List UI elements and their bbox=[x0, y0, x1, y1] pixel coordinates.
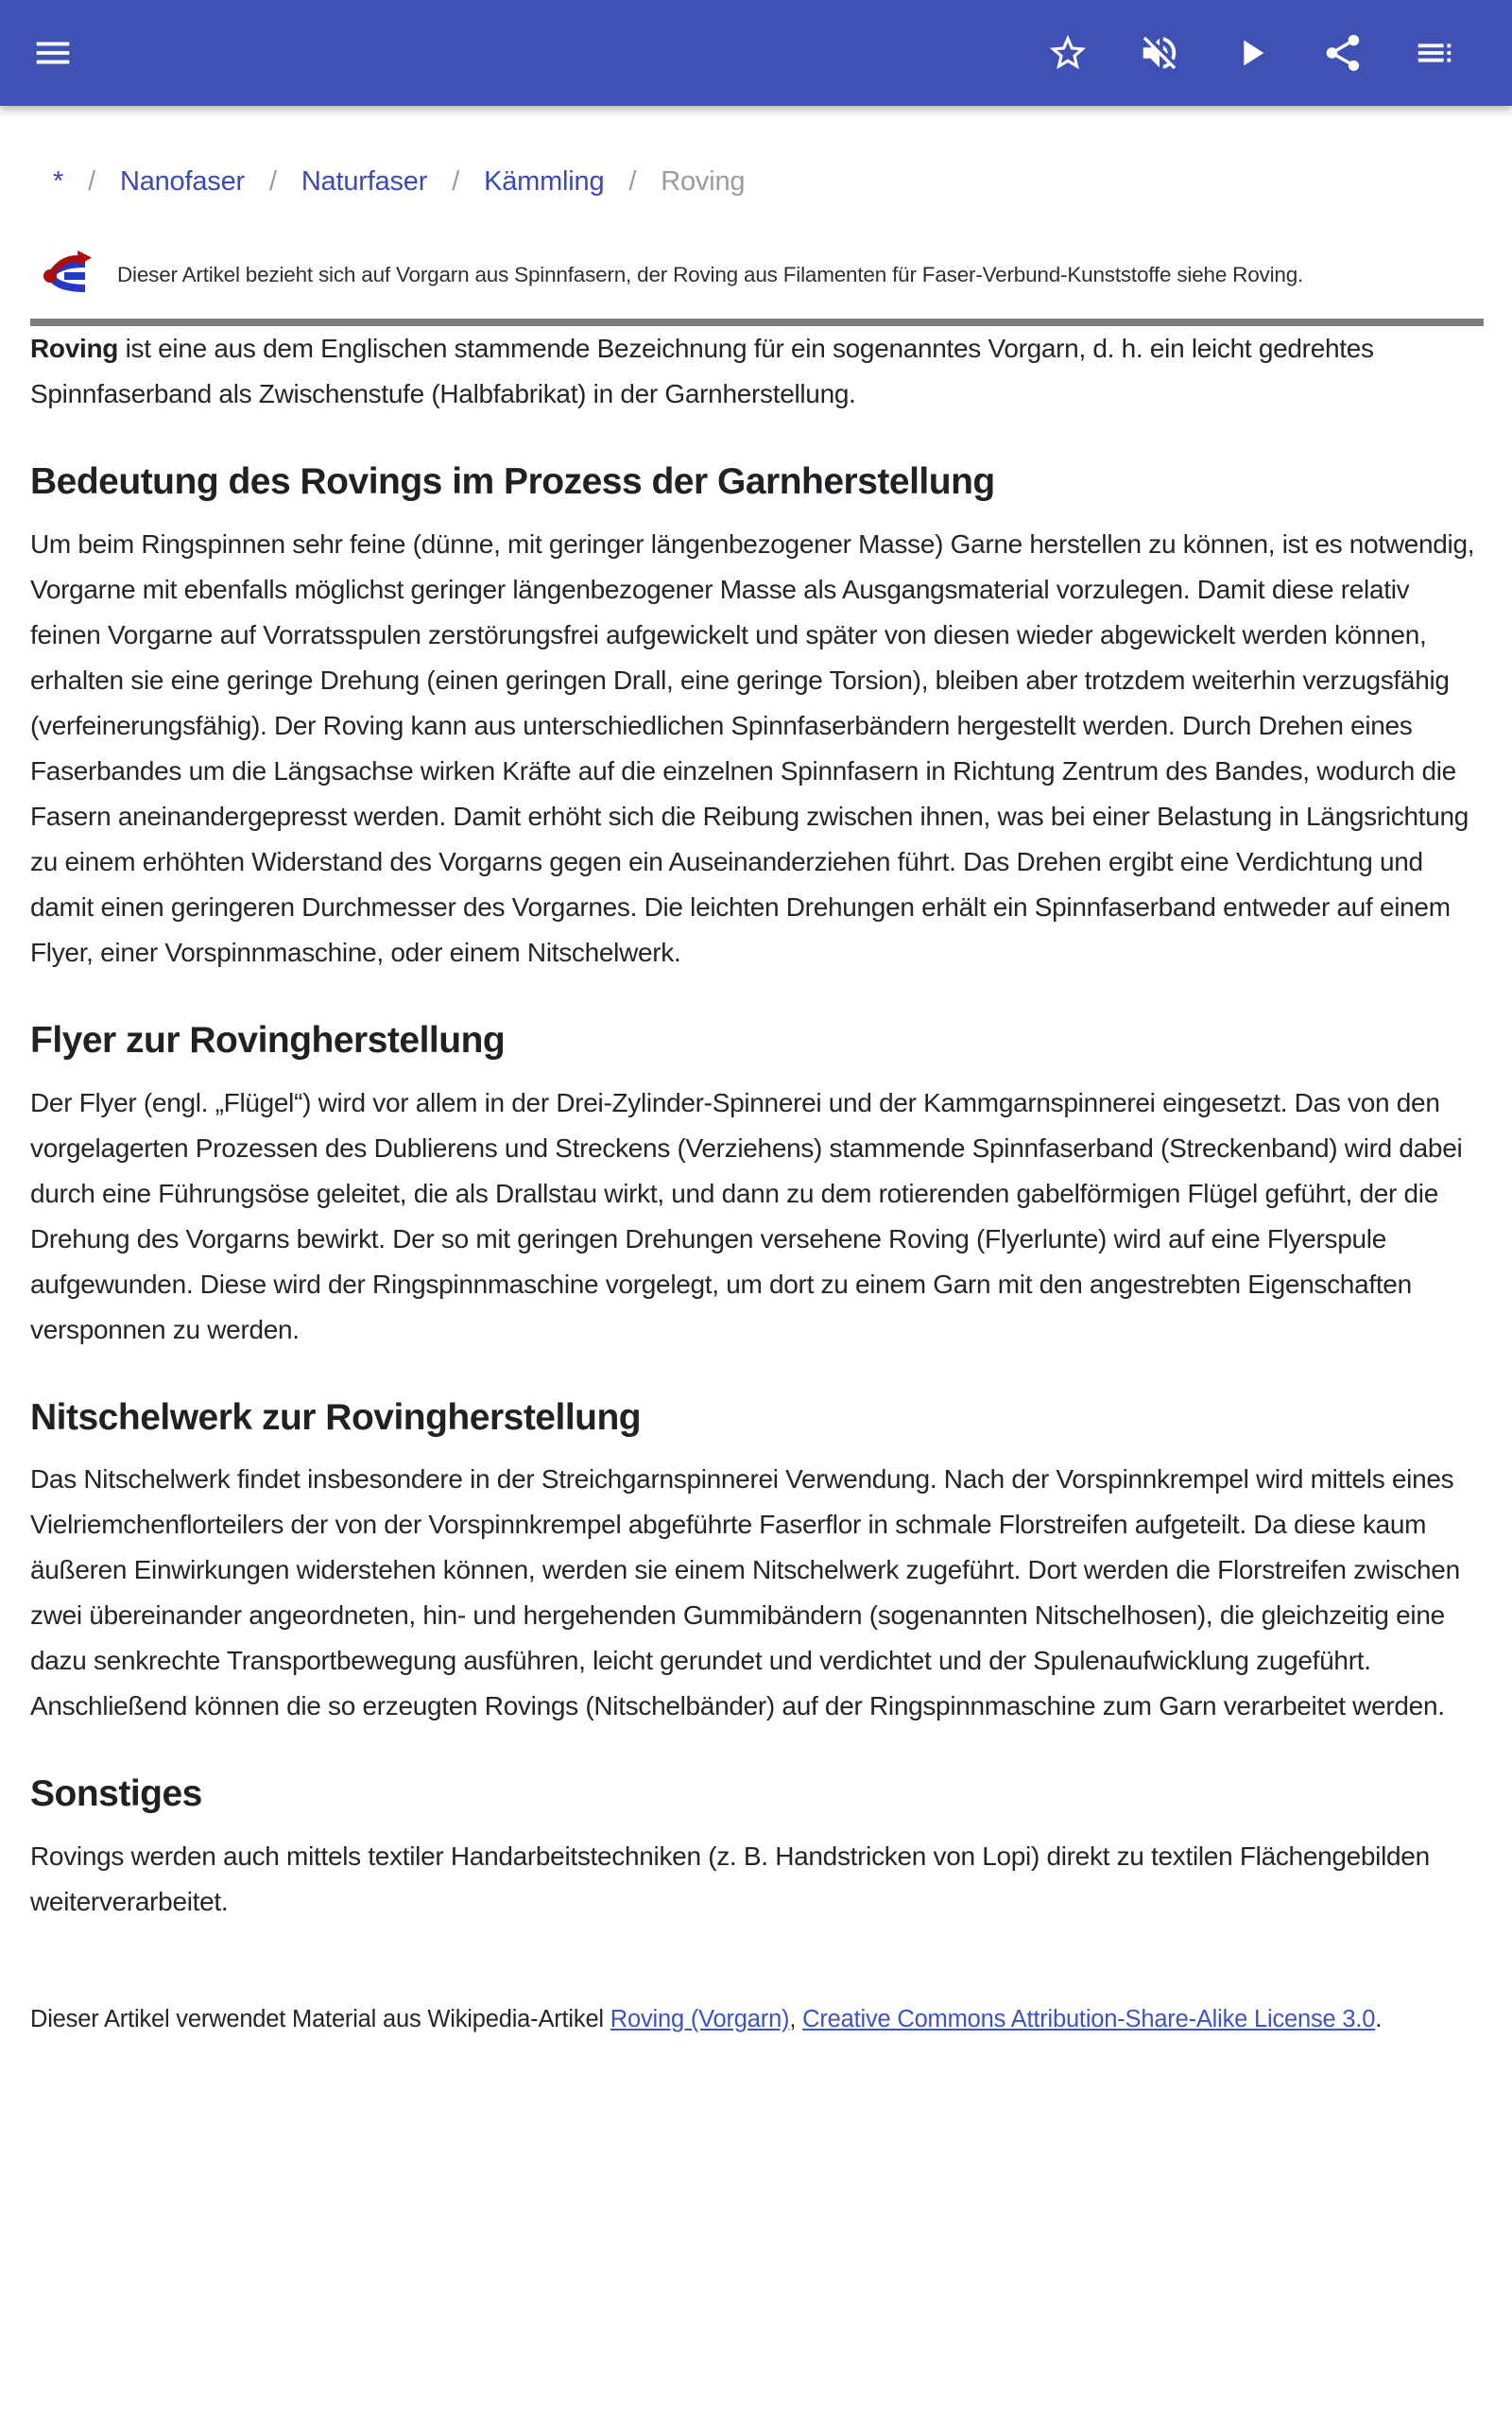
section-body: Um beim Ringspinnen sehr feine (dünne, mit geringer längenbezogener Masse) Garne herstellen zu können, ist es notwendig, Vorgarne mit ebenfalls möglichst geringer längenbezogener Masse als Ausgangsmaterial vorzulegen. Damit diese relativ feinen Vorgarne auf Vorratsspulen zerstörungsfrei aufgewickelt und später von diesen wieder abgewickelt werden können, erhalten sie eine geringe Drehung (einen geringen Drall, eine geringe Torsion), bleiben aber trotzdem weiterhin verzugsfähig (verfeinerungsfähig). Der Roving kann aus unterschiedlichen Spinnfaserbändern hergestellt werden. Durch Drehen eines Faserbandes um die Längsachse wirken Kräfte auf die einzelnen Spinnfasern in Richtung Zentrum des Bandes, wodurch die Fasern aneinandergepresst werden. Damit erhöht sich die Reibung zwischen ihnen, was bei einer Belastung in Längsrichtung zu einem erhöhten Widerstand des Vorgarns gegen ein Auseinanderziehen führt. Das Drehen ergibt eine Verdichtung und damit einen geringeren Durchmesser des Vorgarnes. Die leichten Drehungen erhält ein Spinnfaserband entweder auf einem Flyer, einer Vorspinnmaschine, oder einem Nitschelwerk. bbox=[30, 528, 1475, 967]
breadcrumb bbox=[0, 106, 1512, 198]
section-body: Das Nitschelwerk findet insbesondere in der Streichgarnspinnerei Verwendung. Nach der Vorspinnkrempel wird mittels eines Vielriemchenflorteilers der von der Vorspinnkrempel abgeführte Faserflor in schmale Florstreifen aufgeteilt. Da diese kaum äußeren Einwirkungen widerstehen können, werden sie einem Nitschelwerk zugeführt. Dort werden die Florstreifen zwischen zwei übereinander angeordneten, hin- und hergehenden Gummibändern (sogenannten Nitschelhosen), die gleichzeitig eine dazu senkrechte Transportbewegung ausführen, leicht gerundet und verdichtet und der Spulenaufwicklung zugeführt. Anschließend können die so erzeugten Rovings (Nitschelbänder) auf der Ringspinnmaschine zum Garn verarbeitet werden. bbox=[30, 1464, 1460, 1721]
license-link[interactable]: Creative Commons Attribution-Share-Alike License 3.0 bbox=[802, 2006, 1376, 2033]
breadcrumb-current-page: Roving bbox=[661, 166, 746, 197]
source-article-link[interactable]: Roving (Vorgarn) bbox=[610, 2006, 790, 2033]
lead-term: Roving bbox=[30, 334, 119, 363]
favorite-button[interactable] bbox=[1045, 30, 1091, 76]
share-icon bbox=[1321, 31, 1365, 75]
section-heading: Nitschelwerk zur Rovingherstellung bbox=[30, 1396, 642, 1438]
article-content bbox=[0, 249, 1512, 2033]
breadcrumb-item-kaemmling[interactable]: Kämmling bbox=[484, 166, 605, 197]
star-outline-icon bbox=[1046, 31, 1090, 75]
lead-text: ist eine aus dem Englischen stammende Bezeichnung für ein sogenanntes Vorgarn, d. h. ein leicht gedrehtes Spinnfaserband als Zwischenstufe (Halbfabrikat) in der Garnherstellung. bbox=[30, 334, 1374, 408]
appbar-actions bbox=[1045, 30, 1457, 76]
section-body: Der Flyer (engl. „Flügel“) wird vor allem in der Drei-Zylinder-Spinnerei und der Kammgarnspinnerei eingesetzt. Das von den vorgelagerten Prozessen des Dublierens und Streckens (Verziehens) stammende Spinnfaserband (Streckenband) wird dabei durch eine Führungsöse geleitet, die als Drallstau wirkt, und dann zu dem rotierenden gabelförmigen Flügel geführt, der die Drehung des Vorgarns bewirkt. Der so mit geringen Drehungen versehene Roving (Flyerlunte) wird auf eine Flyerspule aufgewunden. Diese wird der Ringspinnmaschine vorgelegt, um dort zu einem Garn mit den angestrebten Eigenschaften versponnen zu werden. bbox=[30, 1087, 1463, 1344]
mute-button[interactable] bbox=[1137, 30, 1182, 76]
section-heading: Sonstiges bbox=[30, 1773, 202, 1815]
toc-icon bbox=[1413, 31, 1456, 75]
license-suffix: . bbox=[1375, 2006, 1383, 2033]
share-button[interactable] bbox=[1320, 30, 1366, 76]
disambiguation-fork-icon bbox=[42, 249, 94, 302]
section-flyer bbox=[30, 1019, 1484, 1353]
play-button[interactable] bbox=[1228, 30, 1274, 76]
breadcrumb-separator: / bbox=[628, 166, 637, 197]
play-icon bbox=[1229, 31, 1273, 75]
license-separator: , bbox=[789, 2006, 803, 2033]
breadcrumb-separator: / bbox=[268, 166, 277, 197]
lead-paragraph bbox=[30, 326, 1484, 417]
license-prefix: Dieser Artikel verwendet Material aus Wikipedia-Artikel bbox=[30, 2006, 610, 2033]
breadcrumb-item-naturfaser[interactable]: Naturfaser bbox=[301, 166, 428, 197]
section-bedeutung bbox=[30, 460, 1484, 976]
menu-button[interactable] bbox=[30, 30, 76, 76]
section-divider bbox=[30, 319, 1484, 326]
section-sonstiges bbox=[30, 1772, 1484, 1925]
breadcrumb-item-nanofaser[interactable]: Nanofaser bbox=[119, 166, 245, 197]
license-note bbox=[30, 2006, 1484, 2033]
hatnote-text: Dieser Artikel bezieht sich auf Vorgarn aus Spinnfasern, der Roving aus Filamenten für Faser-Verbund-Kunststoffe siehe Roving. bbox=[117, 263, 1304, 286]
toc-button[interactable] bbox=[1412, 30, 1457, 76]
app-bar bbox=[0, 0, 1512, 106]
volume-off-icon bbox=[1138, 31, 1181, 75]
menu-icon bbox=[31, 31, 75, 75]
section-heading: Flyer zur Rovingherstellung bbox=[30, 1019, 506, 1061]
hatnote bbox=[30, 249, 1484, 302]
section-nitschelwerk bbox=[30, 1396, 1484, 1730]
breadcrumb-item-root[interactable]: * bbox=[53, 166, 64, 197]
breadcrumb-separator: / bbox=[88, 166, 95, 197]
section-body: Rovings werden auch mittels textiler Handarbeitstechniken (z. B. Handstricken von Lopi) direkt zu textilen Flächengebilden weiterverarbeitet. bbox=[30, 1841, 1430, 1917]
breadcrumb-separator: / bbox=[452, 166, 460, 197]
section-heading: Bedeutung des Rovings im Prozess der Garnherstellung bbox=[30, 461, 995, 502]
